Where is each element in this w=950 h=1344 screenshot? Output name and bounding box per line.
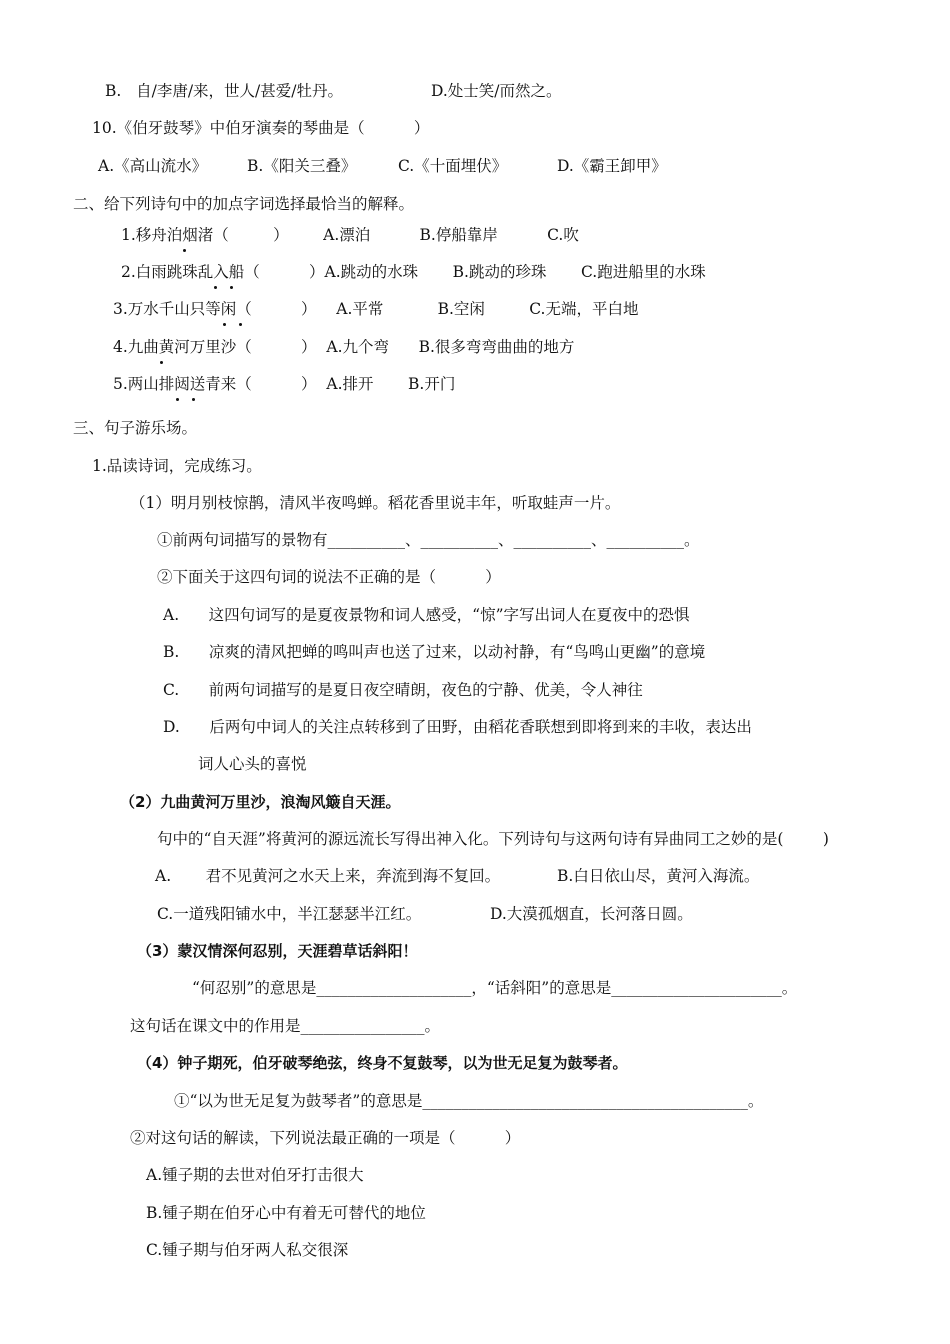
emphasis-dot: [214, 286, 217, 289]
section-3-item-1: 1.品读诗词，完成练习。: [92, 457, 262, 475]
poem-2-option-a: A. 君不见黄河之水天上来，奔流到海不复回。: [155, 867, 501, 885]
section-2-item-4: 4.九曲黄河万里沙（ ） A.九个弯 B.很多弯弯曲曲的地方: [113, 338, 575, 356]
passage-4-option-c: C.锺子期与伯牙两人私交很深: [146, 1241, 349, 1259]
q10-option-b: B.《阳关三叠》: [247, 157, 357, 175]
emphasis-dot: [192, 398, 195, 401]
emphasis-dot: [176, 398, 179, 401]
passage-4: （4）钟子期死，伯牙破琴绝弦，终身不复鼓琴，以为世无足复为鼓琴者。: [137, 1054, 628, 1072]
passage-4-question-1: ①“以为世无足复为鼓琴者”的意思是__________________________________________。: [174, 1092, 764, 1110]
section-2-item-1: 1.移舟泊烟渚（ ） A.漂泊 B.停船靠岸 C.吹: [121, 226, 579, 244]
emphasis-dot: [160, 361, 163, 364]
poem-2-question: 句中的“自天涯”将黄河的源远流长写得出神入化。下列诗句与这两句诗有异曲同工之妙的是( ): [157, 830, 829, 848]
poem-2-option-b: B.白日依山尽，黄河入海流。: [557, 867, 760, 885]
q9-option-b: B. 自/李唐/来，世人/甚爱/牡丹。: [105, 82, 343, 100]
poem-2-option-d: D.大漠孤烟直，长河落日圆。: [490, 905, 693, 923]
poem-1-option-d-cont: 词人心头的喜悦: [198, 755, 307, 773]
poem-3-question-1: “何忍别”的意思是____________________，“话斜阳”的意思是______________________。: [192, 979, 798, 997]
emphasis-dot: [223, 323, 226, 326]
poem-1-question-2: ②下面关于这四句词的说法不正确的是（ ）: [157, 568, 501, 586]
poem-3-question-2: 这句话在课文中的作用是________________。: [130, 1017, 441, 1035]
poem-1: （1）明月别枝惊鹊，清风半夜鸣蝉。稻花香里说丰年，听取蛙声一片。: [130, 494, 621, 512]
q10-option-c: C.《十面埋伏》: [398, 157, 508, 175]
poem-2-option-c: C.一道残阳铺水中，半江瑟瑟半江红。: [157, 905, 422, 923]
poem-3: （3）蒙汉情深何忍别，天涯碧草话斜阳！: [137, 942, 418, 960]
emphasis-dot: [183, 249, 186, 252]
passage-4-option-b: B.锺子期在伯牙心中有着无可替代的地位: [146, 1204, 426, 1222]
q10-option-a: A.《高山流水》: [98, 157, 208, 175]
emphasis-dot: [239, 323, 242, 326]
poem-1-option-c: C. 前两句词描写的是夏日夜空晴朗，夜色的宁静、优美，令人神往: [163, 681, 643, 699]
poem-1-option-a: A. 这四句词写的是夏夜景物和词人感受，“惊”字写出词人在夏夜中的恐惧: [163, 606, 690, 624]
section-2-item-2: 2.白雨跳珠乱入船（ ）A.跳动的水珠 B.跳动的珍珠 C.跑进船里的水珠: [121, 263, 706, 281]
q9-option-d: D.处士笑/而然之。: [431, 82, 562, 100]
section-2-heading: 二、给下列诗句中的加点字词选择最恰当的解释。: [73, 195, 415, 213]
poem-1-question-1: ①前两句词描写的景物有__________、__________、__________、__________。: [157, 531, 700, 549]
passage-4-option-a: A.锺子期的去世对伯牙打击很大: [146, 1166, 364, 1184]
poem-1-option-d: D. 后两句中词人的关注点转移到了田野，由稻花香联想到即将到来的丰收，表达出: [163, 718, 752, 736]
emphasis-dot: [230, 286, 233, 289]
question-10: 10.《伯牙鼓琴》中伯牙演奏的琴曲是（ ）: [92, 119, 430, 137]
poem-1-option-b: B. 凉爽的清风把蝉的鸣叫声也送了过来，以动衬静，有“鸟鸣山更幽”的意境: [163, 643, 706, 661]
section-3-heading: 三、句子游乐场。: [73, 419, 198, 437]
poem-2: （2）九曲黄河万里沙，浪淘风簸自天涯。: [120, 793, 401, 811]
section-2-item-3: 3.万水千山只等闲（ ） A.平常 B.空闲 C.无端，平白地: [113, 300, 639, 318]
section-2-item-5: 5.两山排闼送青来（ ） A.排开 B.开门: [113, 375, 456, 393]
passage-4-question-2: ②对这句话的解读，下列说法最正确的一项是（ ）: [130, 1129, 521, 1147]
q10-option-d: D.《霸王卸甲》: [557, 157, 667, 175]
